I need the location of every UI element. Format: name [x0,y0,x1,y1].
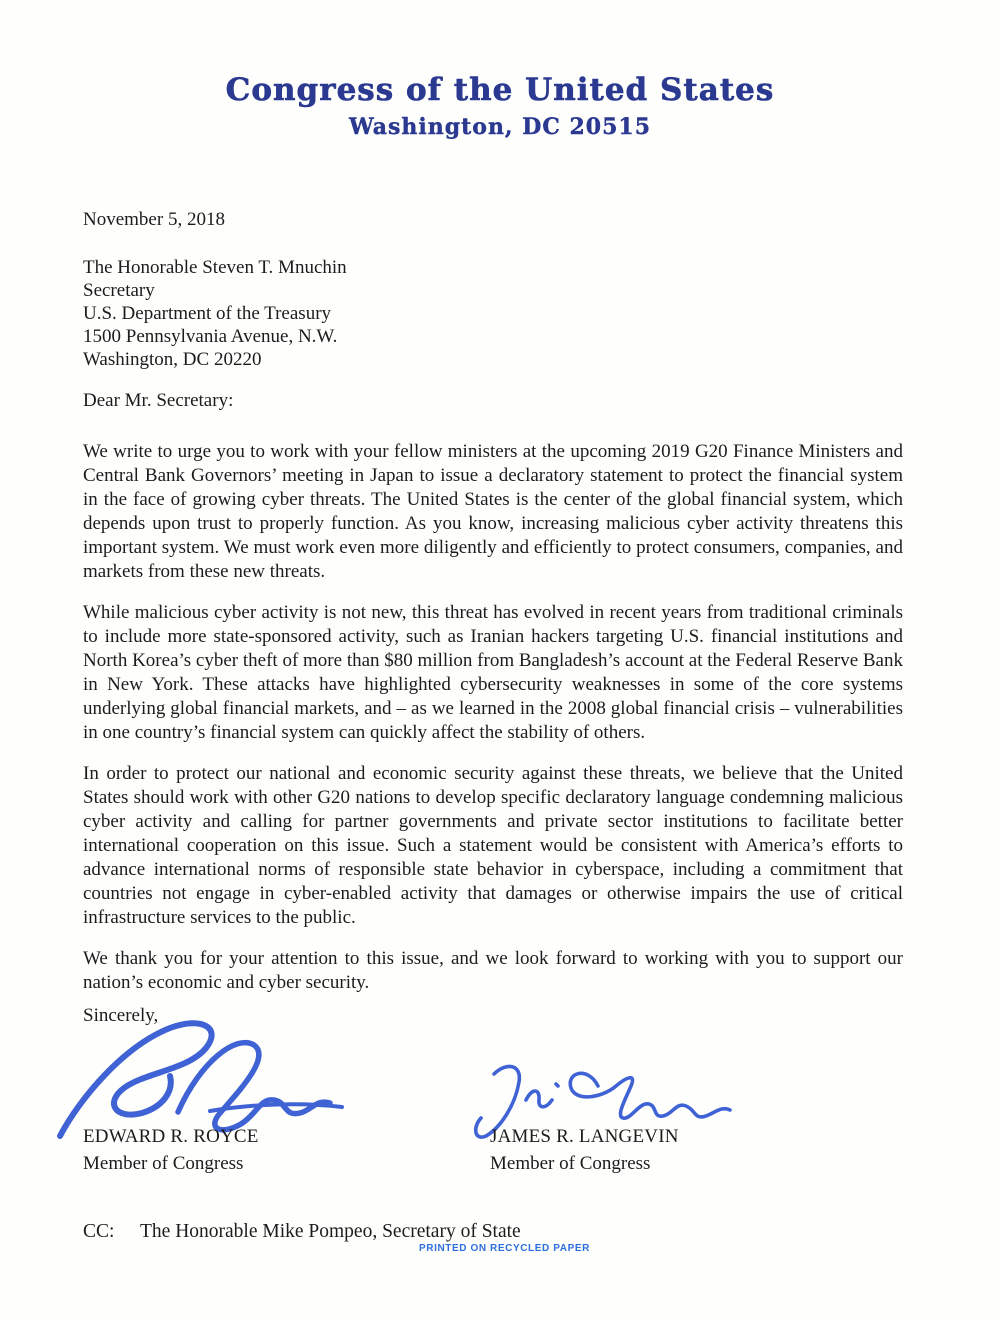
body-paragraph: While malicious cyber activity is not new, this threat has evolved in recent years from traditional criminals to include more state-sponsored activity, such as Iranian hackers targeting U.S. financial institutions and North Korea’s cyber theft of more than $80 million from Bangladesh’s account at the Federal Reserve Bank in New York. These attacks have highlighted cybersecurity weaknesses in some of the core systems underlying global financial markets, and – as we learned in the 2008 global financial crisis – vulnerabilities in one country’s financial system can quickly affect the stability of others. [83,602,903,743]
signer-title: Member of Congress [83,1153,244,1174]
cc-text: The Honorable Mike Pompeo, Secretary of State [140,1221,521,1242]
signer-name: JAMES R. LANGEVIN [490,1126,679,1147]
recipient-line: Secretary [83,280,155,301]
body-paragraph: We write to urge you to work with your fellow ministers at the upcoming 2019 G20 Finance Ministers and Central Bank Governors’ meeting in Japan to issue a declaratory statement to protect the financial system in the face of growing cyber threats. The United States is the center of the global financial system, which depends upon trust to properly function. As you know, increasing malicious cyber activity threatens this important system. We must work even more diligently and efficiently to protect consumers, companies, and markets from these new threats. [83,441,903,582]
body-paragraph: We thank you for your attention to this issue, and we look forward to working with you to support our nation’s economic and cyber security. [83,948,903,993]
body-paragraph: In order to protect our national and economic security against these threats, we believe that the United States should work with other G20 nations to develop specific declaratory language condemning malicious cyber activity and calling for partner governments and private sector institutions to facilitate better international cooperation on this issue. Such a statement would be consistent with America’s efforts to advance international norms of responsible state behavior in cyberspace, including a commitment that countries not engage in cyber-enabled activity that damages or otherwise impairs the use of critical infrastructure services to the public. [83,763,903,928]
signer-royce [83,1123,259,1177]
letterhead-org: Congress of the United States [225,72,775,108]
recipient-line: U.S. Department of the Treasury [83,303,332,324]
letterhead-address: Washington, DC 20515 [348,114,652,140]
recipient-line: The Honorable Steven T. Mnuchin [83,257,347,278]
letterhead [0,72,1000,140]
letter-body [83,440,903,1012]
cc-line [83,1221,521,1243]
recipient-line: Washington, DC 20220 [83,349,262,370]
cc-label: CC: [83,1221,115,1242]
signer-langevin [490,1123,679,1177]
salutation: Dear Mr. Secretary: [83,390,234,411]
recipient-address-block [83,256,347,371]
recycled-paper-note: PRINTED ON RECYCLED PAPER [419,1243,590,1254]
signer-title: Member of Congress [490,1153,651,1174]
letter-date: November 5, 2018 [83,209,225,230]
recipient-line: 1500 Pennsylvania Avenue, N.W. [83,326,338,347]
royce-signature-icon [52,1014,347,1140]
closing: Sincerely, [83,1005,159,1026]
signer-name: EDWARD R. ROYCE [83,1126,259,1147]
